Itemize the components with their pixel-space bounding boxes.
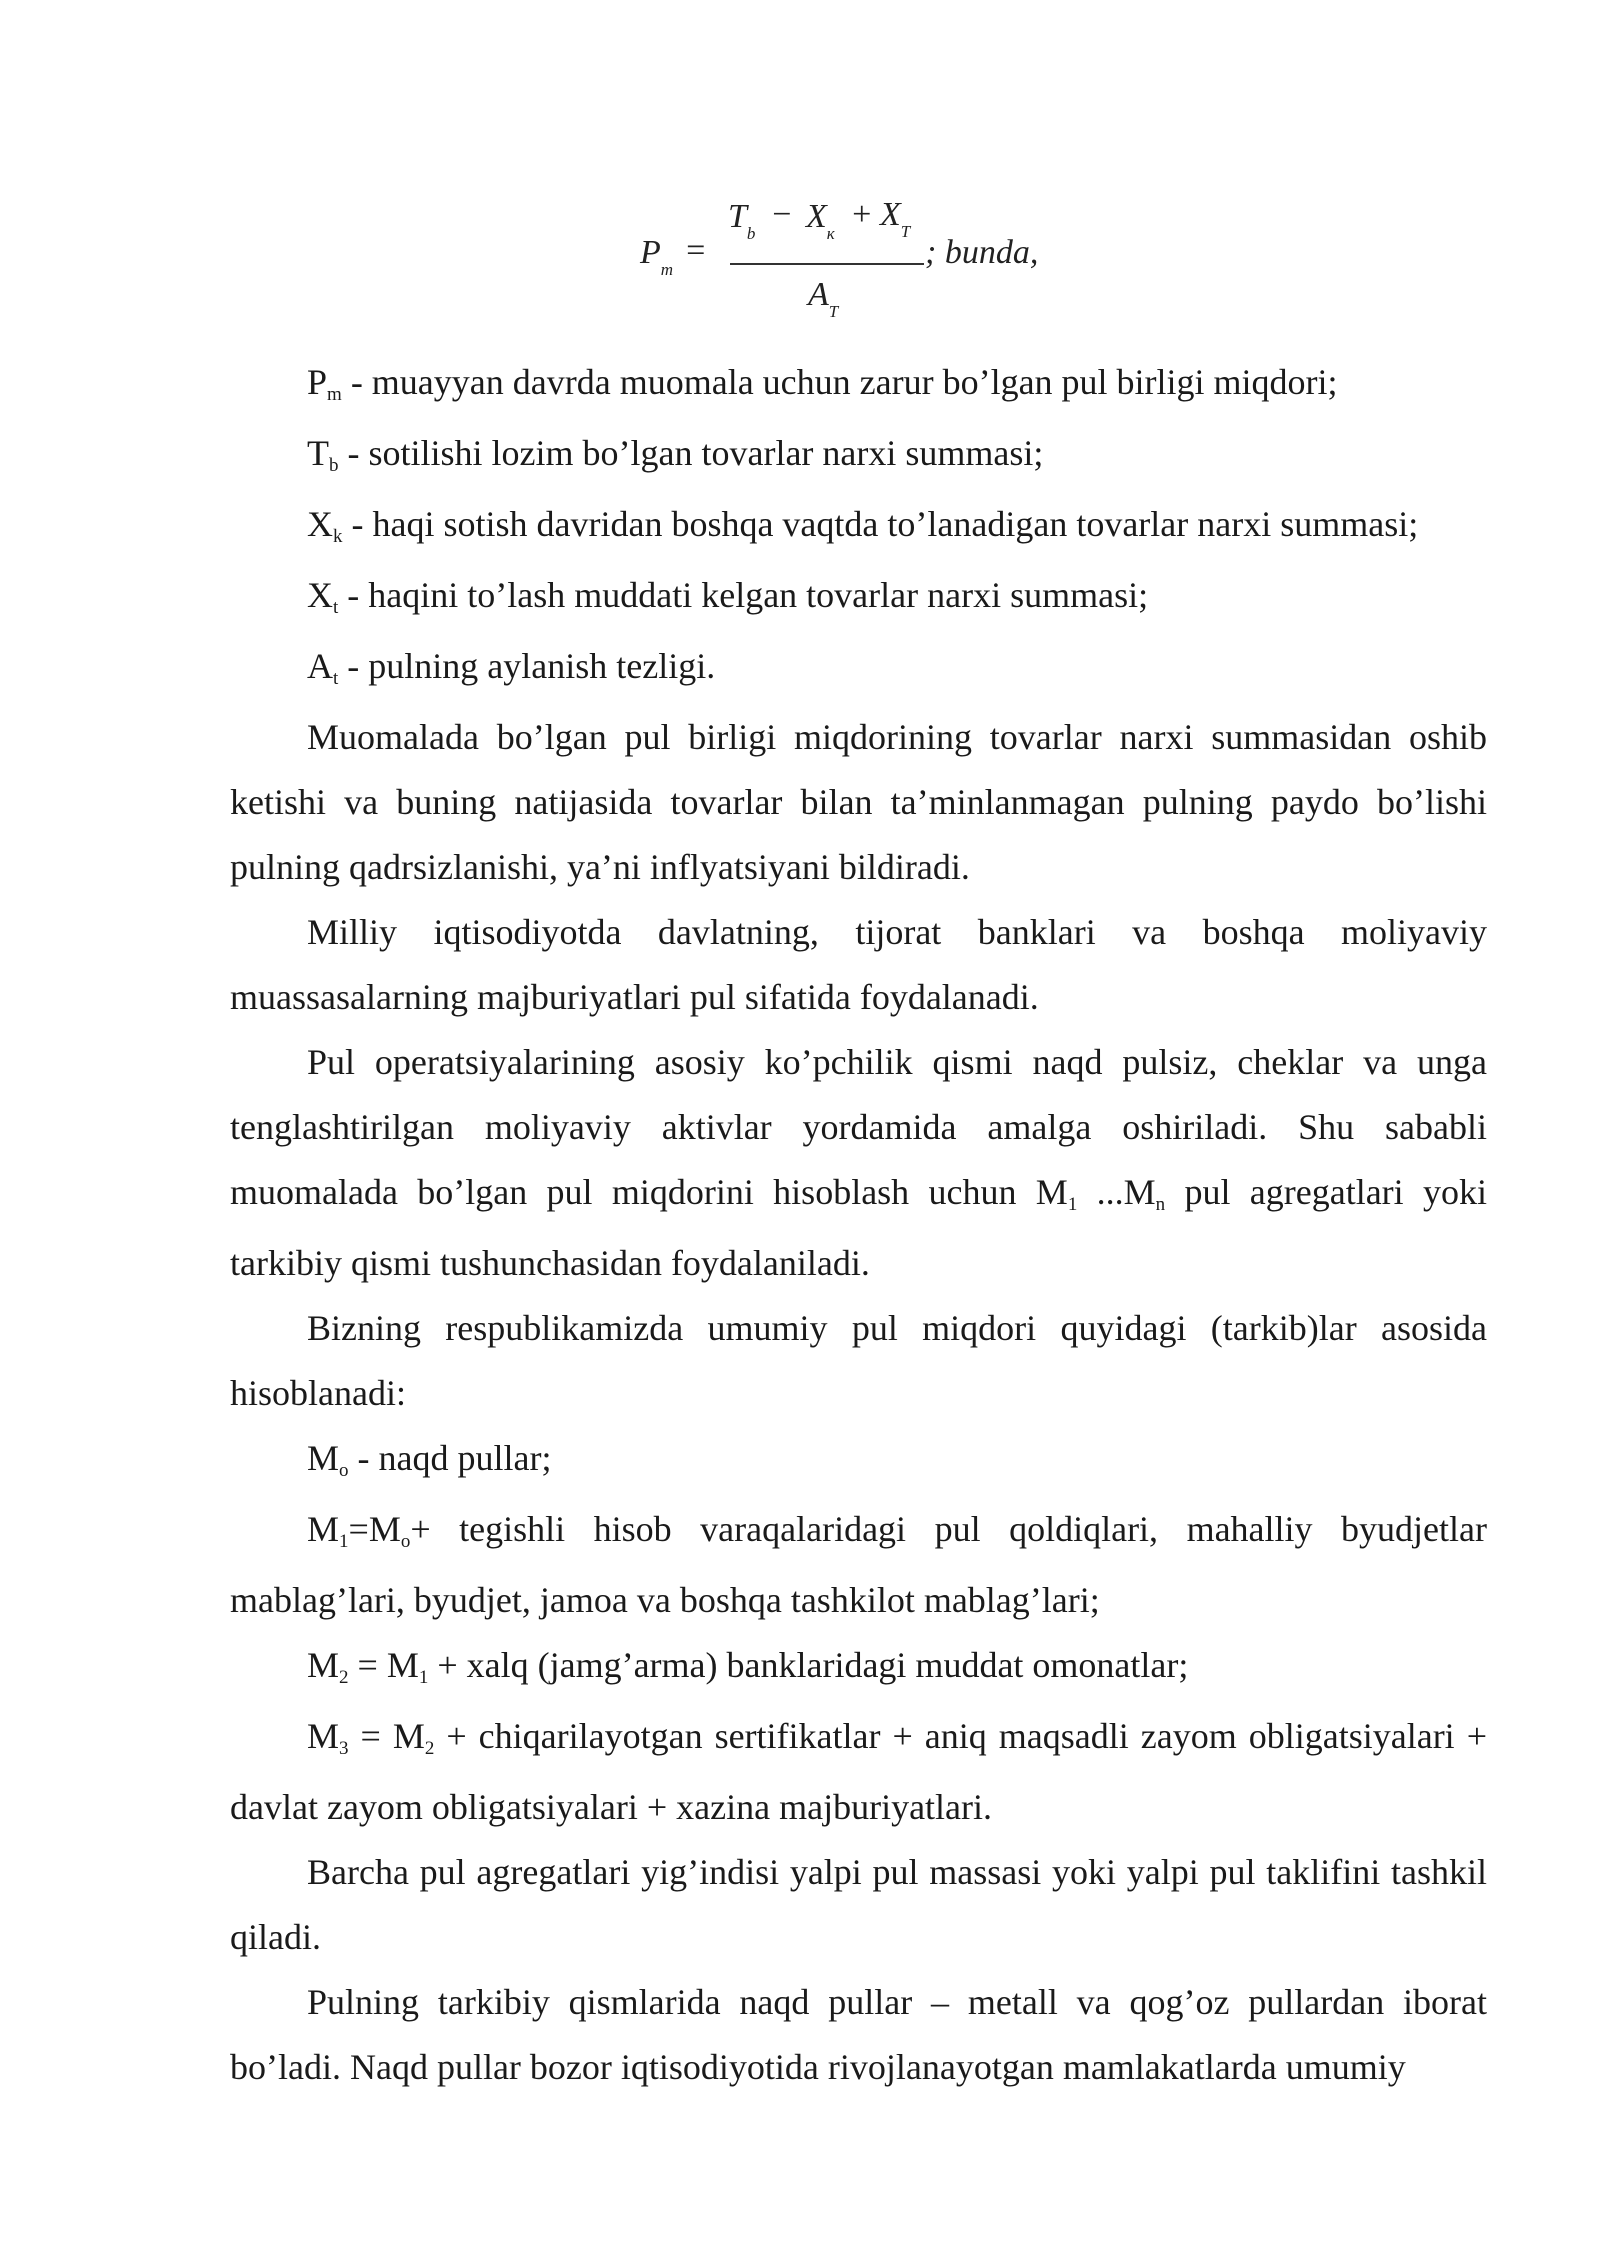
aggregate-m0: $M_o$ - naqd pullar; [307, 1438, 552, 1481]
formula-denominator: $A_T$ [808, 276, 839, 321]
definition-at: $A_t$ - pulning aylanish tezligi. [307, 646, 716, 689]
definition-xt: $X_t$ - haqini to’lash muddati kelgan tovarlar narxi summasi; [307, 575, 1149, 618]
aggregate-m1: $M_1=M_o+$ tegishli hisob varaqalaridagi pul qoldiqlari, mahalliy byudjetlar mablag’lari, byudjet, jamoa va boshqa tashkilot mablag’lari; [230, 1509, 1487, 1620]
definition-tb: $T_b$ - sotilishi lozim bo’lgan tovarlar narxi summasi; [307, 433, 1044, 476]
formula-lhs: $P_m$ [640, 234, 674, 279]
paragraph-cash: Pulning tarkibiy qismlarida naqd pullar – metall va qog’oz pullardan iborat bo’ladi. Naqd pullar bozor iqtisodiyotida rivojlanayotgan mamlakatlarda umumiy [230, 1982, 1487, 2087]
money-formula-image [640, 192, 1060, 332]
formula-equals: = [684, 232, 707, 269]
paragraph-aggregates: Pul operatsiyalarining asosiy ko’pchilik qismi naqd pulsiz, cheklar va unga tenglashtirilgan moliyaviy aktivlar yordamida amalga oshiriladi. Shu sababli muomalada bo’lgan pul miqdorini hisoblash uchun $M_1$ $...M_n$ pul agregatlari yoki tarkibiy qismi tushunchasidan foydalaniladi. [230, 1042, 1487, 1283]
aggregate-m3: $M_3 = M_2$ + chiqarilayotgan sertifikatlar + aniq maqsadli zayom obligatsiyalari + davlat zayom obligatsiyalari + xazina majburiyatlari. [230, 1716, 1487, 1827]
document-body [230, 350, 1487, 2100]
paragraph-inflation: Muomalada bo’lgan pul birligi miqdorining tovarlar narxi summasidan oshib ketishi va buning natijasida tovarlar bilan ta’minlanmagan pulning paydo bo’lishi pulning qadrsizlanishi, ya’ni inflyatsiyani bildiradi. [230, 717, 1487, 887]
definition-xk: $X_k$ - haqi sotish davridan boshqa vaqtda to’lanadigan tovarlar narxi summasi; [307, 504, 1419, 547]
formula-minus: − [770, 196, 793, 233]
formula-tail: ; bunda, [925, 234, 1039, 271]
aggregate-m2: $M_2 = M_1$ + xalq (jamg’arma) banklaridagi muddat omonatlar; [307, 1645, 1189, 1688]
paragraph-republic: Bizning respublikamizda umumiy pul miqdori quyidagi (tarkib)lar asosida hisoblanadi: [230, 1308, 1487, 1413]
formula-numerator-xk: $X_к$ [806, 198, 835, 243]
paragraph-money-mass: Barcha pul agregatlari yig’indisi yalpi pul massasi yoki yalpi pul taklifini tashkil qiladi. [230, 1852, 1487, 1957]
formula-plus: + [850, 196, 873, 233]
fraction-bar [730, 263, 924, 265]
formula-numerator-xt: $X_T$ [880, 196, 911, 241]
paragraph-obligations: Milliy iqtisodiyotda davlatning, tijorat banklari va boshqa moliyaviy muassasalarning majburiyatlari pul sifatida foydalanadi. [230, 912, 1487, 1017]
formula-numerator-t: $T_b$ [728, 198, 756, 243]
definition-pm: $P_m$ - muayyan davrda muomala uchun zarur bo’lgan pul birligi miqdori; [307, 362, 1338, 405]
